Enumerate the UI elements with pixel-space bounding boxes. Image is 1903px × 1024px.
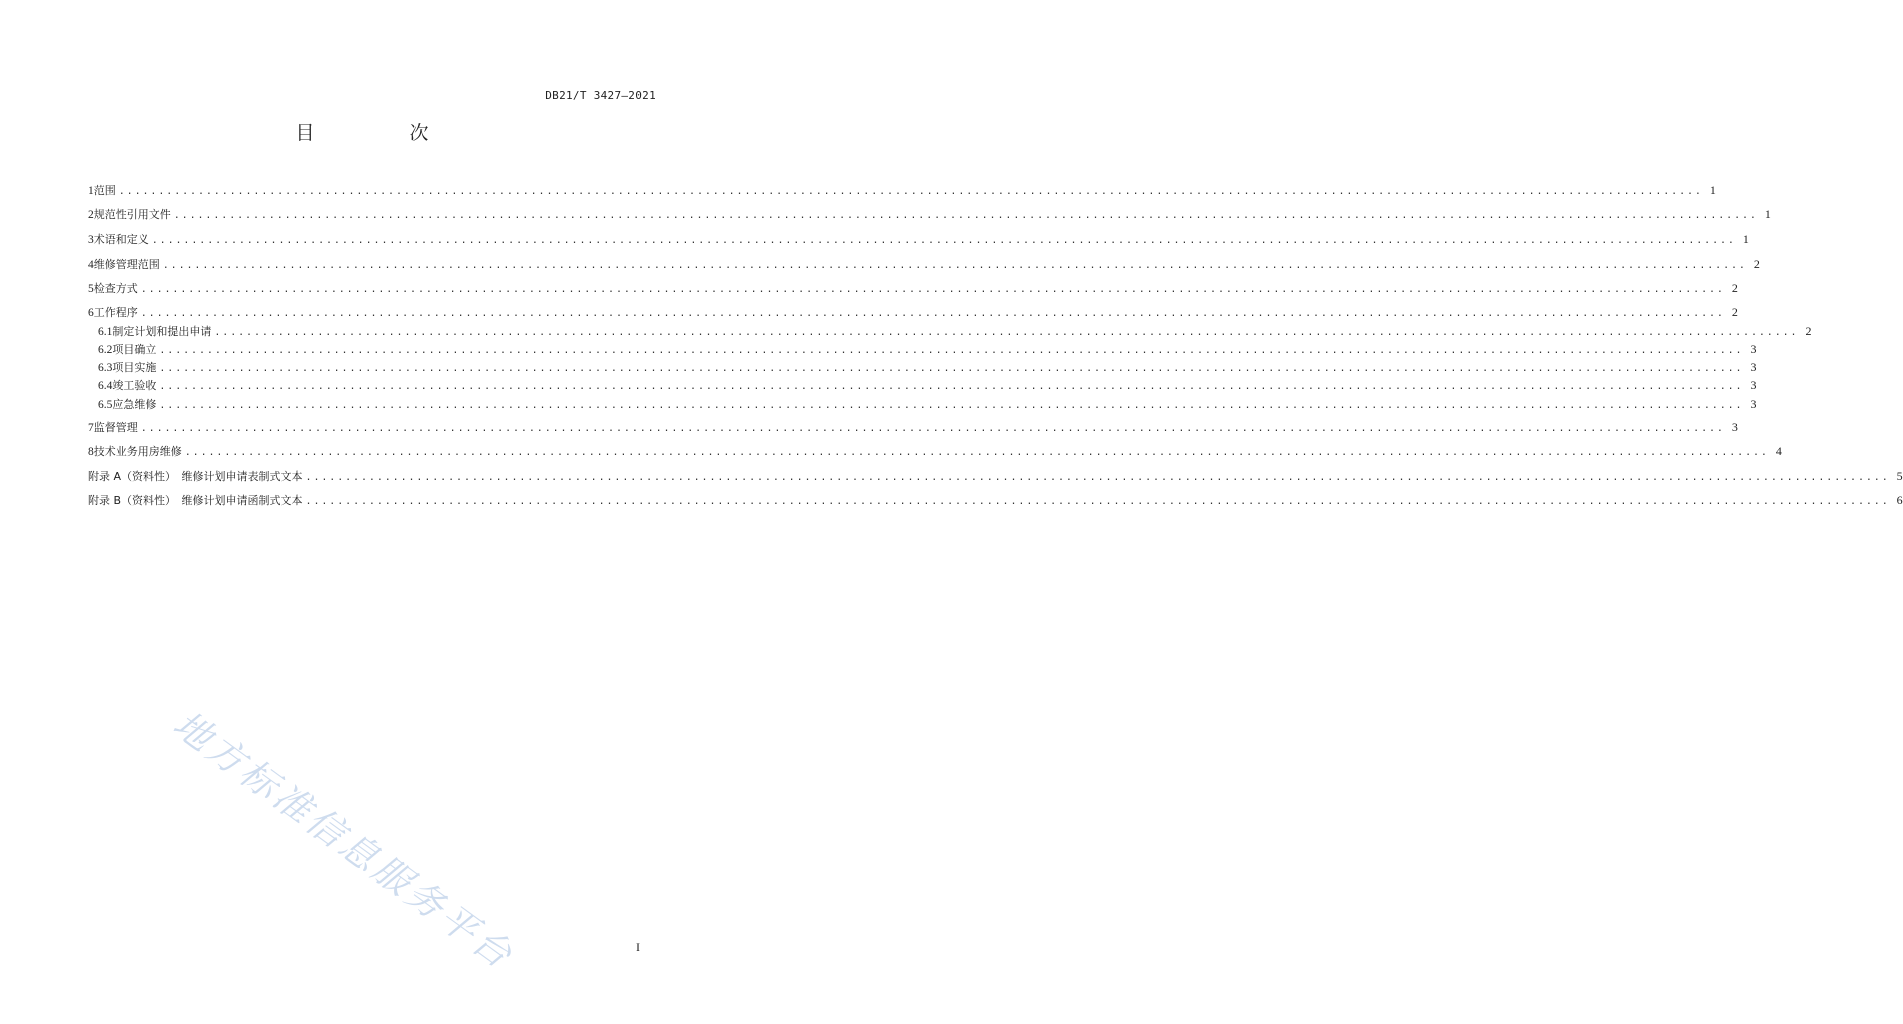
toc-entry-label: 规范性引用文件 xyxy=(93,208,171,221)
toc-dot-leader: ........................................................................................................................................................................................................ xyxy=(118,186,1703,197)
toc-dot-leader: ........................................................................................................................................................................................................ xyxy=(162,260,1747,271)
toc-entry-number: 8 xyxy=(88,446,94,458)
toc-entry-number: 6.3 xyxy=(98,362,113,374)
toc-entry[interactable] xyxy=(88,231,1749,247)
toc-entry-label: 监督管理 xyxy=(93,421,138,434)
toc-dot-leader: ........................................................................................................................................................................................................ xyxy=(140,423,1725,434)
toc-entry-label: 技术业务用房维修 xyxy=(93,445,182,458)
page-number: I xyxy=(636,940,640,954)
toc-entry[interactable] xyxy=(88,468,1903,484)
toc-entry[interactable] xyxy=(88,323,1812,339)
toc-dot-leader: ........................................................................................................................................................................................................ xyxy=(159,400,1744,411)
toc-entry-page: 2 xyxy=(1731,305,1738,319)
toc-dot-leader: ........................................................................................................................................................................................................ xyxy=(159,345,1744,356)
toc-dot-leader: ........................................................................................................................................................................................................ xyxy=(151,235,1736,246)
toc-entry[interactable] xyxy=(88,304,1738,320)
toc-entry-page: 3 xyxy=(1750,397,1757,411)
toc-entry-label: 附录 A（资料性） 维修计划申请表制式文本 xyxy=(88,470,303,483)
toc-entry-page: 6 xyxy=(1896,493,1903,507)
toc-dot-leader: ........................................................................................................................................................................................................ xyxy=(159,381,1744,392)
toc-entry[interactable] xyxy=(88,206,1771,222)
toc-entry-page: 1 xyxy=(1764,207,1771,221)
toc-entry-label: 检查方式 xyxy=(93,282,138,295)
toc-dot-leader: ........................................................................................................................................................................................................ xyxy=(140,284,1725,295)
toc-entry-number: 1 xyxy=(88,185,94,197)
toc-entry-page: 3 xyxy=(1750,378,1757,392)
toc-entry-number: 7 xyxy=(88,422,94,434)
toc-entry[interactable] xyxy=(88,419,1738,435)
toc-entry-page: 5 xyxy=(1896,469,1903,483)
toc-entry-label: 附录 B（资料性） 维修计划申请函制式文本 xyxy=(88,494,303,507)
toc-dot-leader: ........................................................................................................................................................................................................ xyxy=(305,496,1890,507)
toc-entry-page: 2 xyxy=(1805,324,1812,338)
toc-dot-leader: ........................................................................................................................................................................................................ xyxy=(173,210,1758,221)
toc-entry-page: 3 xyxy=(1750,360,1757,374)
toc-entry-label: 项目实施 xyxy=(112,361,157,374)
toc-dot-leader: ........................................................................................................................................................................................................ xyxy=(140,308,1725,319)
watermark: 地方标准信息服务平台 xyxy=(165,702,523,979)
toc-entry[interactable] xyxy=(88,377,1757,393)
toc-entry[interactable] xyxy=(88,359,1757,375)
toc-entry-number: 2 xyxy=(88,209,94,221)
page-title: 目 次 xyxy=(295,122,467,144)
toc-entry-page: 1 xyxy=(1742,232,1749,246)
toc-dot-leader: ........................................................................................................................................................................................................ xyxy=(159,363,1744,374)
toc-entry[interactable] xyxy=(88,256,1760,272)
toc-entry-label: 维修管理范围 xyxy=(93,258,160,271)
toc-entry-number: 6.2 xyxy=(98,344,113,356)
toc-dot-leader: ........................................................................................................................................................................................................ xyxy=(184,447,1769,458)
toc-entry-label: 竣工验收 xyxy=(112,379,157,392)
toc-entry[interactable] xyxy=(88,182,1716,198)
toc-entry-page: 2 xyxy=(1753,257,1760,271)
toc-entry-number: 6 xyxy=(88,307,94,319)
toc-entry-page: 4 xyxy=(1775,444,1782,458)
toc-entry-page: 3 xyxy=(1750,342,1757,356)
toc-entry-number: 6.4 xyxy=(98,380,113,392)
toc-dot-leader: ........................................................................................................................................................................................................ xyxy=(305,472,1890,483)
toc-entry-label: 术语和定义 xyxy=(93,233,149,246)
toc-entry-page: 2 xyxy=(1731,281,1738,295)
toc-entry[interactable] xyxy=(88,341,1757,357)
toc-entry-page: 3 xyxy=(1731,420,1738,434)
toc-entry-number: 3 xyxy=(88,234,94,246)
toc-entry-page: 1 xyxy=(1709,183,1716,197)
toc-entry-number: 6.5 xyxy=(98,399,113,411)
toc-entry-number: 5 xyxy=(88,283,94,295)
toc-entry-label: 项目确立 xyxy=(112,343,157,356)
toc-entry-number: 4 xyxy=(88,259,94,271)
toc-entry-label: 范围 xyxy=(93,184,116,197)
toc-entry-label: 应急维修 xyxy=(112,398,157,411)
toc-entry[interactable] xyxy=(88,280,1738,296)
toc-entry-label: 工作程序 xyxy=(93,306,138,319)
toc-entry-label: 制定计划和提出申请 xyxy=(112,325,212,338)
document-code: DB21/T 3427—2021 xyxy=(545,89,656,102)
toc-entry[interactable] xyxy=(88,443,1782,459)
toc-entry[interactable] xyxy=(88,396,1757,412)
toc-dot-leader: ........................................................................................................................................................................................................ xyxy=(214,327,1799,338)
toc-entry-number: 6.1 xyxy=(98,326,113,338)
toc-entry[interactable] xyxy=(88,492,1903,508)
